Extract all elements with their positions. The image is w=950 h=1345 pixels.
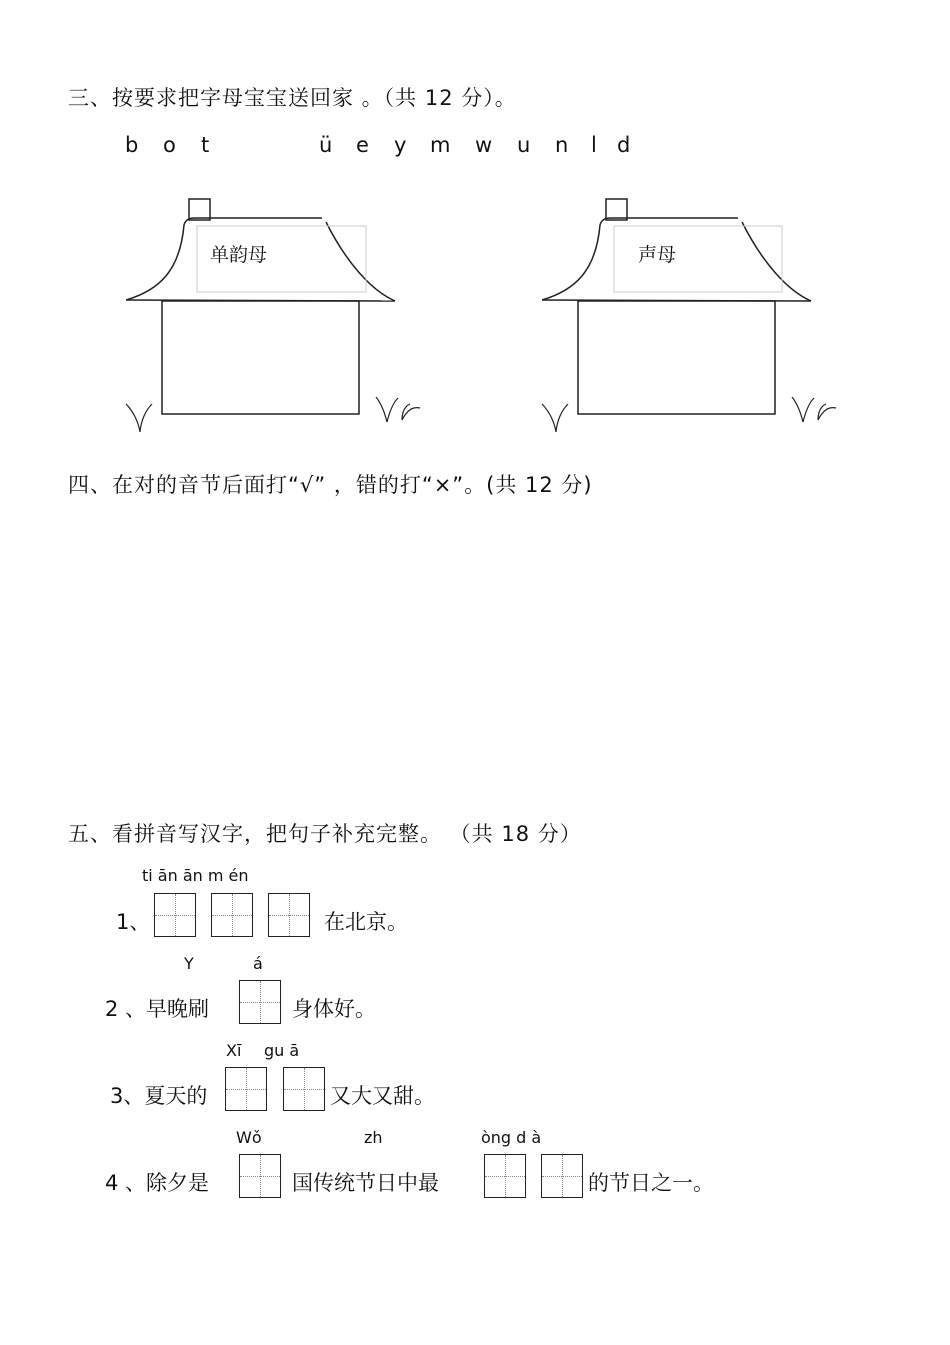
letter-d[interactable]: d	[617, 133, 631, 157]
q3-sentence-end: 又大又甜。	[330, 1084, 435, 1108]
letter-t[interactable]: t	[201, 133, 210, 157]
letter-u-umlaut[interactable]: ü	[319, 133, 333, 157]
letter-o[interactable]: o	[163, 133, 176, 157]
q2-answer-box[interactable]	[239, 980, 281, 1024]
q4-sentence-middle: 国传统节日中最	[292, 1171, 439, 1195]
q3-answer-box-1[interactable]	[225, 1067, 267, 1111]
q3-answer-box-2[interactable]	[283, 1067, 325, 1111]
letter-l[interactable]: l	[591, 133, 597, 157]
q1-answer-box-3[interactable]	[268, 893, 310, 937]
letter-u[interactable]: u	[517, 133, 531, 157]
q2-pinyin-1: Y	[184, 954, 194, 973]
q2-prefix: 2 、早晚刷	[105, 997, 210, 1021]
q4-pinyin-1: Wǒ	[236, 1128, 262, 1147]
q4-answer-box-2[interactable]	[484, 1154, 526, 1198]
q1-number: 1、	[116, 910, 151, 934]
house-2-drawing	[0, 0, 950, 450]
section-3-heading: 三、按要求把字母宝宝送回家 。（共 12 分）。	[68, 86, 517, 110]
q4-pinyin-3: òng d à	[481, 1128, 542, 1147]
q1-answer-box-2[interactable]	[211, 893, 253, 937]
letter-w[interactable]: w	[475, 133, 493, 157]
letter-e[interactable]: e	[356, 133, 369, 157]
q3-prefix: 3、夏天的	[110, 1084, 208, 1108]
q4-pinyin-2: zh	[364, 1128, 383, 1147]
house-1-label: 单韵母	[210, 244, 268, 266]
q1-answer-box-1[interactable]	[154, 893, 196, 937]
q4-prefix: 4 、除夕是	[105, 1171, 210, 1195]
q4-sentence-end: 的节日之一。	[588, 1171, 714, 1195]
letter-m[interactable]: m	[430, 133, 451, 157]
q4-answer-box-1[interactable]	[239, 1154, 281, 1198]
q2-pinyin-2: á	[253, 954, 263, 973]
letter-y[interactable]: y	[394, 133, 407, 157]
q4-answer-box-3[interactable]	[541, 1154, 583, 1198]
section-5-heading: 五、看拼音写汉字，把句子补充完整。 （共 18 分）	[68, 822, 582, 846]
section-4-heading: 四、在对的音节后面打“√” ，错的打“×”。(共 12 分)	[68, 473, 593, 497]
letter-b[interactable]: b	[125, 133, 139, 157]
q1-sentence-end: 在北京。	[324, 910, 408, 934]
q2-sentence-end: 身体好。	[292, 997, 376, 1021]
house-2-label: 声母	[638, 244, 677, 266]
q3-pinyin-1: Xī	[226, 1041, 242, 1060]
q3-pinyin-2: gu ā	[264, 1041, 300, 1060]
letter-n[interactable]: n	[555, 133, 569, 157]
q1-pinyin: ti ān ān m én	[142, 866, 249, 885]
